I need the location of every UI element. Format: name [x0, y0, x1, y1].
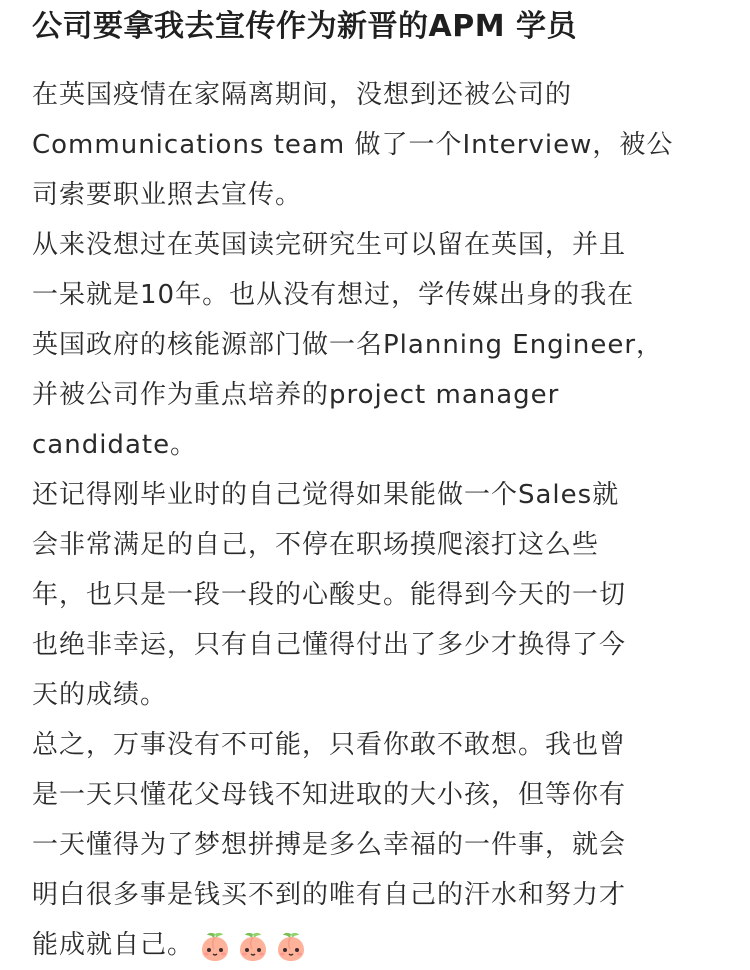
- body-line: 并被公司作为重点培养的project manager: [32, 380, 560, 410]
- body-line: 在英国疫情在家隔离期间，没想到还被公司的: [32, 80, 573, 110]
- body-line: 也绝非幸运，只有自己懂得付出了多少才换得了今: [32, 630, 627, 660]
- body-line: 会非常满足的自己，不停在职场摸爬滚打这么些: [32, 530, 600, 560]
- body-line: 明白很多事是钱买不到的唯有自己的汗水和努力才: [32, 880, 627, 910]
- body-line: 年，也只是一段一段的心酸史。能得到今天的一切: [32, 580, 627, 610]
- body-line: 天的成绩。: [32, 680, 168, 710]
- body-line: 一呆就是10年。也从没有想过，学传媒出身的我在: [32, 280, 635, 310]
- body-line-last: [32, 920, 732, 970]
- emoji-row: [198, 929, 308, 963]
- body-line-text: 能成就自己。: [32, 930, 195, 960]
- peach-emoji-icon: [198, 929, 232, 963]
- post-title: 公司要拿我去宣传作为新晋的APM 学员: [32, 9, 578, 44]
- post: [32, 0, 732, 970]
- peach-emoji-icon: [274, 929, 308, 963]
- body-line: 从来没想过在英国读完研究生可以留在英国，并且: [32, 230, 627, 260]
- body-line: 英国政府的核能源部门做一名Planning Engineer，: [32, 330, 664, 360]
- peach-emoji-icon: [236, 929, 270, 963]
- body-line: 司索要职业照去宣传。: [32, 180, 303, 210]
- body-line: candidate。: [32, 430, 198, 460]
- body-line: 总之，万事没有不可能，只看你敢不敢想。我也曾: [32, 730, 627, 760]
- post-body: [32, 70, 732, 970]
- body-line: 还记得刚毕业时的自己觉得如果能做一个Sales就: [32, 480, 620, 510]
- body-line: 是一天只懂花父母钱不知进取的大小孩，但等你有: [32, 780, 627, 810]
- body-line: Communications team 做了一个Interview，被公: [32, 130, 674, 160]
- body-line: 一天懂得为了梦想拼搏是多么幸福的一件事，就会: [32, 830, 627, 860]
